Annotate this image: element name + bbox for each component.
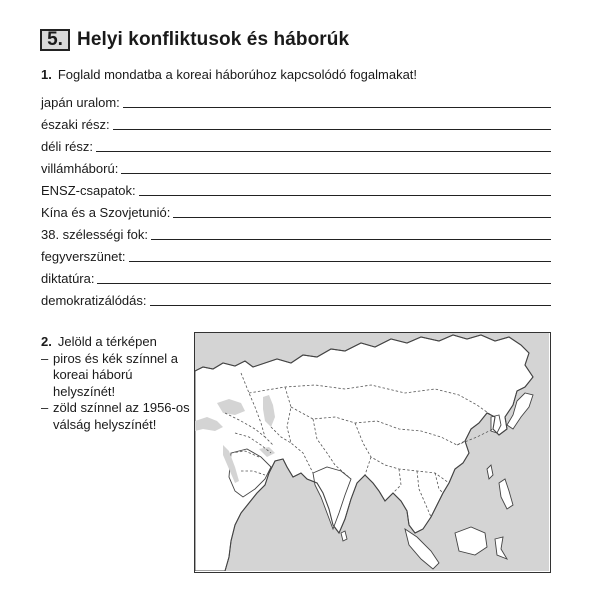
answer-line[interactable] [139, 194, 551, 196]
task1-heading [41, 67, 417, 82]
task2-item [41, 400, 191, 433]
task2-item-text: piros és kék színnel a koreai háború helyszínét! [53, 350, 179, 399]
term-label: demokratizálódás: [41, 293, 147, 308]
term-label: Kína és a Szovjetunió: [41, 205, 171, 220]
task2-item-text: zöld színnel az 1956-os válság helyszínét! [53, 400, 190, 432]
answer-line[interactable] [121, 172, 551, 174]
task2-number: 2. [41, 334, 52, 349]
term-label: északi rész: [41, 117, 110, 132]
answer-line[interactable] [150, 304, 552, 306]
term-label: diktatúra: [41, 271, 95, 286]
term-label: fegyverszünet: [41, 249, 126, 264]
task2-heading [41, 334, 191, 351]
dash-bullet: – [41, 350, 49, 366]
term-label: 38. szélességi fok: [41, 227, 148, 242]
term-label: déli rész: [41, 139, 94, 154]
answer-row [41, 221, 551, 243]
task1-number: 1. [41, 67, 52, 82]
asia-outline-map[interactable] [194, 332, 551, 573]
answer-row [41, 177, 551, 199]
task2-intro: Jelöld a térképen [57, 334, 157, 349]
answer-line[interactable] [96, 150, 551, 152]
answer-row [41, 155, 551, 177]
map-drawing [195, 333, 549, 571]
answer-line[interactable] [123, 106, 551, 108]
answer-line[interactable] [173, 216, 551, 218]
chapter-number-box: 5. [40, 29, 70, 51]
task1-instruction: Foglald mondatba a koreai háborúhoz kapcsolódó fogalmakat! [57, 67, 418, 82]
answer-row [41, 133, 551, 155]
task2-item [41, 351, 191, 401]
task1-answer-lines [41, 89, 551, 309]
answer-line[interactable] [151, 238, 551, 240]
answer-row [41, 199, 551, 221]
term-label: ENSZ-csapatok: [41, 183, 136, 198]
term-label: villámháború: [41, 161, 119, 176]
dash-bullet: – [41, 400, 49, 415]
answer-line[interactable] [129, 260, 551, 262]
answer-row [41, 265, 551, 287]
answer-line[interactable] [97, 282, 551, 284]
answer-row [41, 243, 551, 265]
page-title: Helyi konfliktusok és háborúk [77, 29, 350, 50]
answer-row [41, 287, 551, 309]
header [40, 27, 349, 53]
task2-text [41, 334, 191, 433]
term-label: japán uralom: [41, 95, 120, 110]
answer-row [41, 111, 551, 133]
answer-row [41, 89, 551, 111]
answer-line[interactable] [113, 128, 551, 130]
